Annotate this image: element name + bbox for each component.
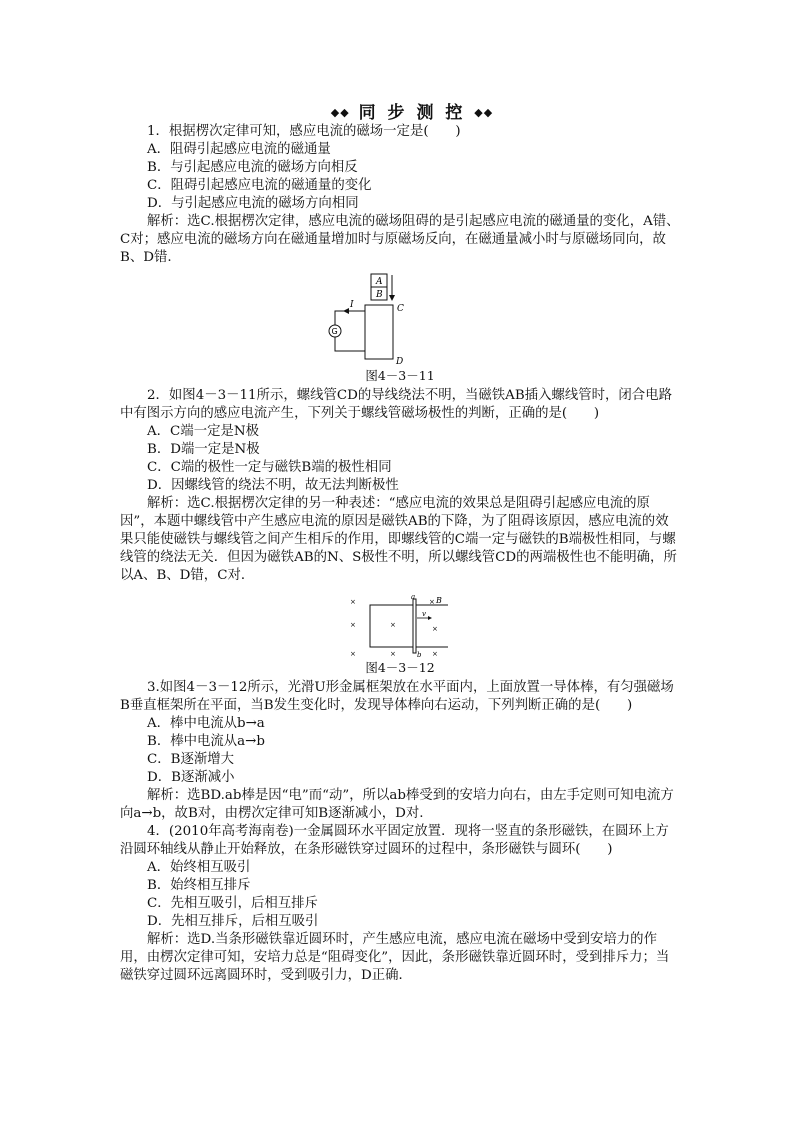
rod-label-a: a bbox=[411, 595, 416, 601]
q4-option-b: B．始终相互排斥 bbox=[147, 878, 251, 893]
field-cross: × bbox=[432, 625, 438, 633]
field-cross: × bbox=[390, 621, 396, 629]
figure-4-3-12 bbox=[120, 595, 680, 677]
q2-option-a: A．C端一定是N极 bbox=[147, 424, 259, 439]
solenoid-label-d: D bbox=[396, 357, 404, 365]
q3-option-c: C．B逐渐增大 bbox=[147, 752, 235, 767]
circuit-wire-bottom bbox=[335, 337, 365, 351]
right-ornament: ◆◆ bbox=[474, 106, 494, 119]
q1-option-c: C．阻碍引起感应电流的磁通量的变化 bbox=[147, 178, 372, 193]
questions bbox=[120, 123, 680, 985]
q3-option-b: B．棒中电流从a→b bbox=[147, 734, 265, 749]
current-label-i: I bbox=[350, 300, 354, 310]
q3-option-d: D．B逐渐减小 bbox=[147, 770, 235, 785]
conductor-rod bbox=[413, 599, 416, 653]
solenoid-circuit-diagram bbox=[325, 273, 475, 365]
q3-answer: 解析：选BD.ab棒是因“电”而“动”，所以ab棒受到的安培力向右，由左手定则可知电流方向a→b，故B对，由楞次定律可知B逐渐减小，D对. bbox=[120, 788, 674, 821]
q4-stem: 4．(2010年高考海南卷)一金属圆环水平固定放置．现将一竖直的条形磁铁，在圆环上方沿圆环轴线从静止开始释放，在条形磁铁穿过圆环的过程中，条形磁铁与圆环( ) bbox=[120, 824, 669, 857]
q1-option-b: B．与引起感应电流的磁场方向相反 bbox=[147, 160, 358, 175]
section-title-text: 同 步 测 控 bbox=[358, 103, 466, 123]
q2-option-d: D．因螺线管的绕法不明，故无法判断极性 bbox=[147, 478, 399, 493]
magnet-label-a: A bbox=[376, 277, 383, 287]
velocity-label-v: v bbox=[422, 610, 426, 618]
circuit-wire-top bbox=[335, 311, 365, 325]
q4-option-c: C．先相互吸引，后相互排斥 bbox=[147, 896, 318, 911]
field-label-b: B bbox=[436, 596, 442, 605]
field-cross: × bbox=[390, 650, 396, 657]
q3-stem: 3.如图4－3－12所示，光滑U形金属框架放在水平面内，上面放置一导体棒，有匀强磁场B垂直框架所在平面，当B发生变化时，发现导体棒向右运动，下列判断正确的是( ) bbox=[120, 680, 674, 713]
figure-4-3-11-caption: 图4－3－11 bbox=[365, 368, 435, 383]
figure-4-3-11 bbox=[120, 273, 680, 385]
field-cross: × bbox=[350, 598, 356, 606]
field-cross: × bbox=[429, 598, 435, 606]
q2-option-b: B．D端一定是N极 bbox=[147, 442, 260, 457]
section-title bbox=[327, 98, 497, 123]
q4-answer: 解析：选D.当条形磁铁靠近圆环时，产生感应电流，感应电流在磁场中受到安培力的作用，由楞次定律可知，安培力总是“阻碍变化”，因此，条形磁铁靠近圆环时，受到排斥力；当磁铁穿过圆环远离圆环时，受到吸引力，D正确． bbox=[120, 932, 670, 983]
field-cross: × bbox=[432, 650, 438, 657]
field-cross: × bbox=[350, 650, 356, 657]
q2-stem: 2．如图4－3－11所示，螺线管CD的导线绕法不明，当磁铁AB插入螺线管时，闭合电路中有图示方向的感应电流产生，下列关于螺线管磁场极性的判断，正确的是( ) bbox=[120, 388, 672, 421]
solenoid-label-c: C bbox=[397, 304, 404, 314]
figure-4-3-12-caption: 图4－3－12 bbox=[365, 660, 435, 675]
rod-label-b: b bbox=[417, 651, 422, 657]
left-ornament: ◆◆ bbox=[330, 106, 350, 119]
q1-option-d: D．与引起感应电流的磁场方向相同 bbox=[147, 196, 359, 211]
q3-option-a: A．棒中电流从b→a bbox=[147, 716, 265, 731]
field-cross: × bbox=[350, 621, 356, 629]
q1-answer: 解析：选C.根据楞次定律，感应电流的磁场阻碍的是引起感应电流的磁通量的变化，A错、C对；感应电流的磁场方向在磁通量增加时与原磁场反向，在磁通量减小时与原磁场同向，故B、D错. bbox=[120, 214, 680, 265]
current-arrow bbox=[343, 308, 349, 314]
q2-option-c: C．C端的极性一定与磁铁B端的极性相同 bbox=[147, 460, 392, 475]
q1-option-a: A．阻碍引起感应电流的磁通量 bbox=[147, 142, 331, 157]
q4-option-a: A．始终相互吸引 bbox=[147, 860, 251, 875]
q1-stem: 1．根据楞次定律可知，感应电流的磁场一定是( ) bbox=[147, 124, 461, 139]
q4-option-d: D．先相互排斥，后相互吸引 bbox=[147, 914, 319, 929]
solenoid-rect bbox=[365, 305, 393, 359]
q2-answer: 解析：选C.根据楞次定律的另一种表述：“感应电流的效果总是阻碍引起感应电流的原因”，本题中螺线管中产生感应电流的原因是磁铁AB的下降，为了阻碍该原因，感应电流的效果只能使磁铁与螺线管之间产生相斥的作用，即螺线管的C端一定与磁铁的B端极性相同，与螺线管的绕法无关．但因为磁铁AB的N、S极性不明，所以螺线管CD的两端极性也不能明确，所以A、B、D错，C对． bbox=[120, 496, 677, 583]
magnet-label-b: B bbox=[376, 290, 383, 300]
galvanometer-label: G bbox=[331, 327, 338, 336]
u-frame-rod-diagram bbox=[350, 595, 450, 657]
